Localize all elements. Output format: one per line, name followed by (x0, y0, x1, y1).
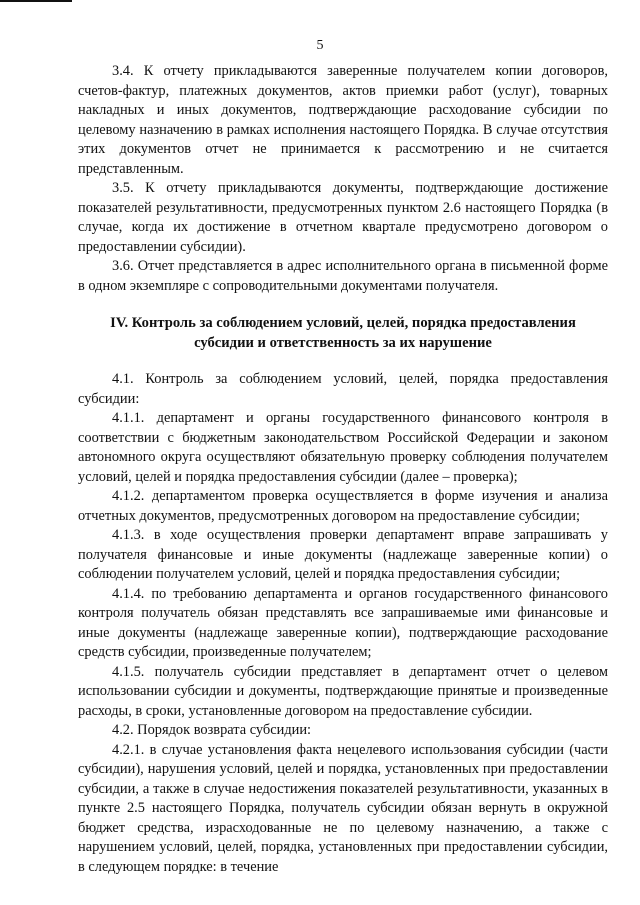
paragraph-4-1-1: 4.1.1. департамент и органы государственного финансового контроля в соответствии с бюджетным законодательством Российской Федерации и законом автономного округа осуществляют обязательную проверку соблюдения получателем условий, целей и порядка предоставления субсидии (далее – проверка); (78, 410, 608, 485)
page-number: 5 (316, 38, 324, 53)
section-heading-line2: субсидии и ответственность за их нарушение (194, 334, 492, 351)
paragraph-4-2-1: 4.2.1. в случае установления факта нецелевого использования субсидии (части субсидии), нарушения условий, целей и порядка, установленных при предоставлении субсидии, а также в случае недостижения показателей результативности, указанных в пункте 2.5 настоящего Порядка, получатель субсидии обязан вернуть в окружной бюджет средства, израсходованные не по целевому назначению, а также с нарушением условий, целей, порядка, установленных при предоставлении субсидии, в следующем порядке: в течение (78, 741, 608, 875)
section-heading-line1: IV. Контроль за соблюдением условий, целей, порядка предоставления (110, 315, 576, 331)
paragraph-3-4: 3.4. К отчету прикладываются заверенные получателем копии договоров, счетов-фактур, платежных документов, актов приемки работ (услуг), товарных накладных и иных документов, подтверждающие расходование субсидии по целевому назначению в рамках исполнения настоящего Порядка. В случае отсутствия этих документов отчет не принимается к рассмотрению и не считается представленным. (78, 63, 608, 177)
paragraph-4-1-3: 4.1.3. в ходе осуществления проверки департамент вправе запрашивать у получателя финансовые и иные документы (надлежаще заверенные копии) о соблюдении получателем условий, целей и порядка предоставления субсидии; (78, 527, 608, 582)
paragraph-4-1-2: 4.1.2. департаментом проверка осуществляется в форме изучения и анализа отчетных документов, предусмотренных договором на предоставление субсидии; (78, 488, 608, 524)
document-body (78, 62, 608, 877)
paragraph-4-1-5: 4.1.5. получатель субсидии представляет в департамент отчет о целевом использовании субсидии и документы, подтверждающие принятые и произведенные расходы, в сроки, установленные договором на предоставление субсидии. (78, 663, 608, 719)
top-rule (0, 0, 72, 2)
section-heading (78, 314, 608, 353)
paragraph-3-5: 3.5. К отчету прикладываются документы, подтверждающие достижение показателей результативности, предусмотренных пунктом 2.6 настоящего Порядка (в случае, когда их достижение в отчетном квартале предусмотрено договором о предоставлении субсидии). (78, 180, 608, 255)
paragraph-3-6: 3.6. Отчет представляется в адрес исполнительного органа в письменной форме в одном экземпляре с сопроводительными документами получателя. (78, 258, 608, 294)
paragraph-4-1-4: 4.1.4. по требованию департамента и органов государственного финансового контроля получатель обязан представлять все запрашиваемые ими финансовые и иные документы (надлежаще заверенные копии), подтверждающие расходование средств субсидии, произведенные получателем; (78, 585, 608, 660)
paragraph-4-1: 4.1. Контроль за соблюдением условий, целей, порядка предоставления субсидии: (78, 371, 608, 407)
paragraph-4-2: 4.2. Порядок возврата субсидии: (112, 722, 312, 738)
